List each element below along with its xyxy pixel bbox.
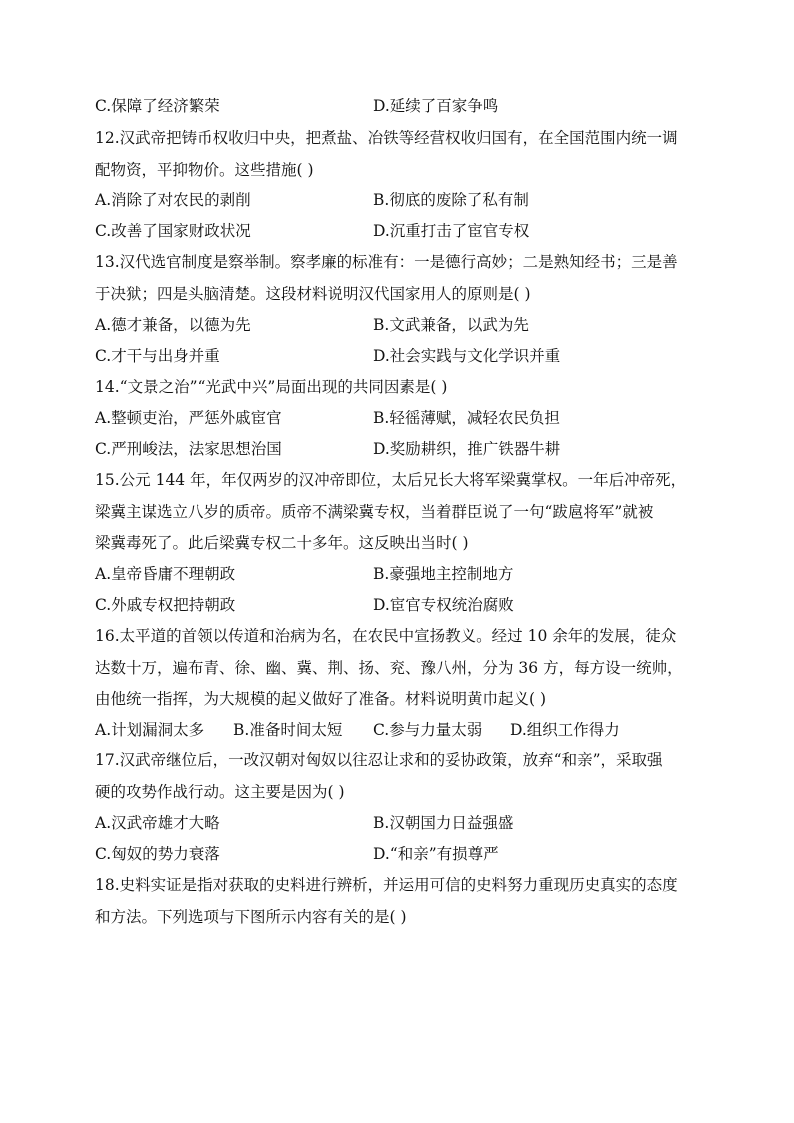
q12-option-b: B.彻底的废除了私有制: [373, 191, 529, 209]
q12-stem-line-1: 12.汉武帝把铸币权收归中央，把煮盐、冶铁等经营权收归国有，在全国范围内统一调: [95, 129, 678, 147]
q12-options-row-2: [95, 216, 700, 247]
q17-option-b: B.汉朝国力日益强盛: [373, 814, 514, 832]
q12-stem-line-2: 配物资，平抑物价。这些措施( ): [95, 160, 314, 179]
q15-option-a: A.皇帝昏庸不理朝政: [95, 565, 236, 583]
q15-option-b: B.豪强地主控制地方: [373, 565, 514, 583]
q14-stem-line-1: 14.“文景之治”“光武中兴”局面出现的共同因素是( ): [95, 378, 448, 396]
q14-stem: [95, 372, 700, 404]
q13-option-a: A.德才兼备，以德为先: [95, 316, 251, 334]
q12-option-c: C.改善了国家财政状况: [95, 222, 251, 240]
q16-stem-line-2: 达数十万，遍布青、徐、幽、冀、荆、扬、兖、豫八州，分为 36 方，每方设一统帅，: [95, 658, 683, 677]
q15-stem-line-3: 梁冀毒死了。此后梁冀专权二十多年。这反映出当时( ): [95, 534, 469, 552]
q14-option-c: C.严刑峻法，法家思想治国: [95, 440, 282, 458]
q17-option-c: C.匈奴的势力衰落: [95, 845, 220, 863]
q17-stem-line-2: 硬的攻势作战行动。这主要是因为( ): [95, 782, 345, 801]
q13-stem-line-2: 于决狱；四是头脑清楚。这段材料说明汉代国家用人的原则是( ): [95, 284, 531, 303]
q17-option-a: A.汉武帝雄才大略: [95, 814, 220, 832]
q15-options-row-1: [95, 559, 700, 590]
q12-option-a: A.消除了对农民的剥削: [95, 191, 251, 209]
q16-stem-line-3: 由他统一指挥，为大规模的起义做好了准备。材料说明黄巾起义( ): [95, 690, 547, 708]
q12-stem: [95, 123, 700, 186]
q17-options-row-1: [95, 808, 700, 839]
q11-option-c: C.保障了经济繁荣: [95, 97, 220, 115]
q13-stem: [95, 247, 700, 310]
q13-stem-line-1: 13.汉代选官制度是察举制。察孝廉的标准有：一是德行高妙；二是熟知经书；三是善: [95, 253, 678, 271]
q18-stem: [95, 870, 700, 933]
q13-option-c: C.才干与出身并重: [95, 347, 220, 365]
q16-option-c: C.参与力量太弱: [373, 721, 483, 739]
q14-option-b: B.轻徭薄赋，减轻农民负担: [373, 409, 560, 427]
q13-options-row-2: [95, 341, 700, 372]
q14-option-a: A.整顿吏治，严惩外戚宦官: [95, 409, 282, 427]
q16-option-d: D.组织工作得力: [510, 721, 620, 739]
q16-stem: [95, 621, 700, 716]
q17-option-d: D.“和亲”有损尊严: [373, 845, 499, 863]
q15-option-c: C.外戚专权把持朝政: [95, 596, 236, 614]
q15-stem-line-2: 梁冀主谋选立八岁的质帝。质帝不满梁冀专权，当着群臣说了一句“跋扈将军”就被: [95, 502, 654, 521]
q17-options-row-2: [95, 839, 700, 870]
q11-options-row-2: [95, 91, 700, 122]
q13-options-row-1: [95, 310, 700, 341]
q18-stem-line-2: 和方法。下列选项与下图所示内容有关的是( ): [95, 907, 407, 926]
q17-stem-line-1: 17.汉武帝继位后，一改汉朝对匈奴以往忍让求和的妥协政策，放弃“和亲”，采取强: [95, 751, 663, 769]
q11-option-d: D.延续了百家争鸣: [373, 97, 499, 115]
q15-stem-line-1: 15.公元 144 年，年仅两岁的汉冲帝即位，太后兄长大将军梁冀掌权。一年后冲帝死，: [95, 471, 687, 489]
q15-stem: [95, 465, 700, 560]
q17-stem: [95, 745, 700, 808]
q16-stem-line-1: 16.太平道的首领以传道和治病为名，在农民中宣扬教义。经过 10 余年的发展，徒众: [95, 627, 677, 645]
q13-option-d: D.社会实践与文化学识并重: [373, 347, 561, 365]
q16-option-b: B.准备时间太短: [233, 721, 343, 739]
q15-option-d: D.宦官专权统治腐败: [373, 596, 514, 614]
q13-option-b: B.文武兼备，以武为先: [373, 316, 529, 334]
q15-options-row-2: [95, 590, 700, 621]
q12-option-d: D.沉重打击了宦官专权: [373, 222, 530, 240]
q14-options-row-2: [95, 434, 700, 465]
q16-options-row: [95, 715, 700, 746]
q12-options-row-1: [95, 185, 700, 216]
q14-option-d: D.奖励耕织，推广铁器牛耕: [373, 440, 561, 458]
q16-option-a: A.计划漏洞太多: [95, 721, 205, 739]
q14-options-row-1: [95, 403, 700, 434]
q18-stem-line-1: 18.史料实证是指对获取的史料进行辨析，并运用可信的史料努力重现历史真实的态度: [95, 876, 678, 894]
